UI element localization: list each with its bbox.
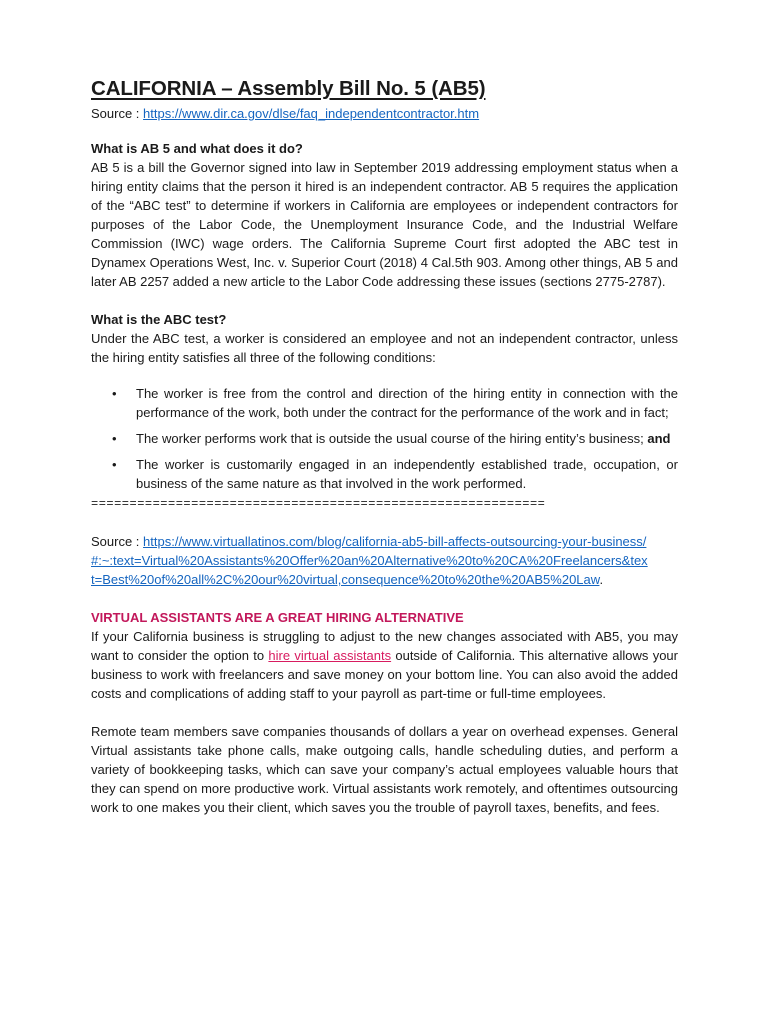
paragraph-virtual-assistants: If your California business is struggling to adjust to the new changes associated with AB5, you may want to consider the option to hire virtual assistants outside of California. This alternative allows your business to work with freelancers and save money on your bottom line. You can also avoid the added costs and complications of adding staff to your payroll as part-time or full-time employees. bbox=[91, 629, 678, 701]
list-item: • The worker is customarily engaged in an independently established trade, occupation, or business of the same nature as that involved in the work performed. bbox=[112, 457, 678, 491]
question-abc-test: What is the ABC test? bbox=[91, 312, 227, 327]
bullet-icon: • bbox=[112, 457, 117, 472]
question-ab5: What is AB 5 and what does it do? bbox=[91, 141, 303, 156]
section-heading: VIRTUAL ASSISTANTS ARE A GREAT HIRING ALTERNATIVE bbox=[91, 610, 464, 625]
source-link-dir[interactable]: https://www.dir.ca.gov/dlse/faq_independentcontractor.htm bbox=[143, 106, 480, 121]
source-line-2: Source : https://www.virtuallatinos.com/blog/california-ab5-bill-affects-outsourcing-your-business/#:~:text=Virtual%20Assistants%20Offer%20an%20Alternative%20to%20CA%20Freelancers&text=Best%20of%20all%2C%20our%20virtual,consequence%20to%20the%20AB5%20Law. bbox=[91, 534, 648, 587]
paragraph-ab5: AB 5 is a bill the Governor signed into law in September 2019 addressing employment status when a hiring entity claims that the person it hired is an independent contractor. AB 5 requires the application of the “ABC test” to determine if workers in California are employees or independent contractors for purposes of the Labor Code, the Unemployment Insurance Code, and the Industrial Welfare Commission (IWC) wage orders. The California Supreme Court first adopted the ABC test in Dynamex Operations West, Inc. v. Superior Court (2018) 4 Cal.5th 903. Among other things, AB 5 and later AB 2257 added a new article to the Labor Code addressing these issues (sections 2775-2787). bbox=[91, 160, 678, 289]
source-label: Source : bbox=[91, 534, 144, 549]
source-label: Source : bbox=[91, 106, 144, 121]
abc-conditions-list bbox=[91, 384, 678, 493]
page-title: CALIFORNIA – Assembly Bill No. 5 (AB5) bbox=[91, 77, 486, 100]
separator-line: =========================================================== bbox=[91, 497, 546, 511]
list-item: • The worker is free from the control and direction of the hiring entity in connection with the performance of the work, both under the contract for the performance of the work and in fact; bbox=[112, 386, 678, 420]
list-item: • The worker performs work that is outside the usual course of the hiring entity’s business; and bbox=[112, 431, 671, 446]
bullet-icon: • bbox=[112, 386, 117, 401]
source-link-virtuallatinos[interactable]: https://www.virtuallatinos.com/blog/california-ab5-bill-affects-outsourcing-your-business/#:~:text=Virtual%20Assistants%20Offer%20an%20Alternative%20to%20CA%20Freelancers&text=Best%20of%20all%2C%20our%20virtual,consequence%20to%20the%20AB5%20Law bbox=[91, 534, 648, 587]
bullet-icon: • bbox=[112, 431, 117, 446]
paragraph-abc-test: Under the ABC test, a worker is considered an employee and not an independent contractor, unless the hiring entity satisfies all three of the following conditions: bbox=[91, 331, 678, 365]
bold-and: and bbox=[647, 431, 671, 446]
paragraph-remote-team: Remote team members save companies thousands of dollars a year on overhead expenses. General Virtual assistants take phone calls, make outgoing calls, handle scheduling duties, and perform a variety of bookkeeping tasks, which can save your company’s actual employees valuable hours that they can spend on more productive work. Virtual assistants work remotely, and oftentimes outsourcing work to one makes you their client, which saves you the trouble of payroll taxes, benefits, and fees. bbox=[91, 724, 678, 815]
hire-virtual-assistants-link[interactable]: hire virtual assistants bbox=[268, 648, 392, 663]
source-line-1 bbox=[91, 104, 678, 123]
